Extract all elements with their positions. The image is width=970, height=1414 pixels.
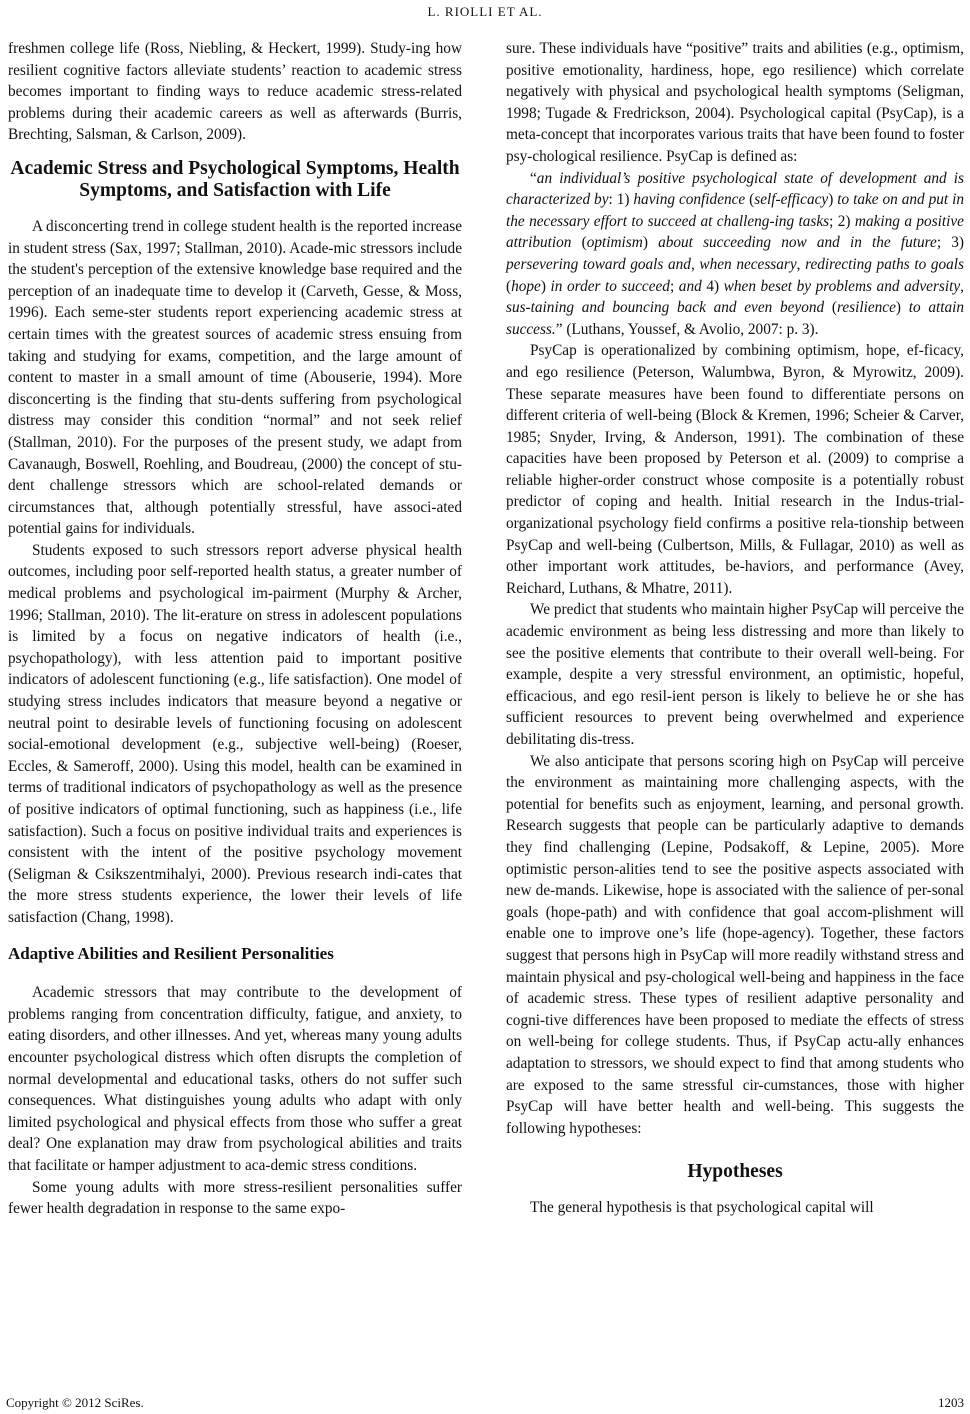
paragraph: We predict that students who maintain higher PsyCap will perceive the academic environment as being less distressing and more than likely to see the positive elements that contribute to their overall well-being. For example, despite a very stressful environment, an optimistic, hopeful, efficacious, and ego resil-ient person is likely to believe he or she has sufficient resources to prevent being overwhelmed and experience debilitating dis-tress. (506, 601, 964, 748)
paragraph: We also anticipate that persons scoring high on PsyCap will perceive the environment as maintaining more challenging aspects, with the potential for benefits such as enjoyment, learning, and personal growth. Research suggests that people can be particularly adaptive to demands they find challenging (Lepine, Podsakoff, & Lepine, 2005). More optimistic person-alities tend to see the positive aspects associated with new de-mands. Likewise, hope is associated with the salience of per-sonal goals (hope-path) and with confidence that goal accom-plishment will enable one to improve one’s life (hope-agency). Together, these factors suggest that persons high in PsyCap will more readily withstand stress and maintain physical and psy-chological well-being and happiness in the face of academic stress. These types of resilient adaptive personality and cogni-tive differences have been proposed to mediate the effects of stress on well-being for college students. Thus, if PsyCap actu-ally enhances adaptation to stressors, we should expect to find that among students who are exposed to the same stressful cir-cumstances, those with higher PsyCap will have better health and well-being. This suggests the following hypotheses: (506, 752, 964, 1137)
copyright-notice: Copyright © 2012 SciRes. (6, 1395, 144, 1410)
quote-text: ( (571, 234, 587, 252)
quote-text: when beset by problems and adversity (723, 277, 961, 295)
paragraph: A disconcerting trend in college student health is the reported increase in student stress (Sax, 1997; Stallman, 2010). Acade-mic stressors include the student's perception of the extensive knowledge base required and the perception of an inadequate time to develop it (Carveth, Gesse, & Moss, 1996). Each seme-ster students report experiencing academic stress at certain times with the greatest sources of academic stress ensuing from taking and studying for exams, competition, and the large amount of content to master in a small amount of time (Abouserie, 1994). More disconcerting is the finding that stu-dents suffering from psychological distress may consider this condition “normal” and not seek relief (Stallman, 2010). For the purposes of the present study, we adapt from Cavanaugh, Boswell, Roehling, and Boudreau, (2000) the concept of stu-dent challenge stressors which are school-related demands or circumstances that, although potentially stressful, have associ-ated potential gains for individuals. (8, 217, 462, 538)
quote-text: “ (530, 169, 537, 187)
quote-text: resilience (836, 299, 896, 317)
quote-text: ( (506, 277, 512, 295)
paragraph: The general hypothesis is that psychological capital will (530, 1198, 874, 1216)
quote-text: about succeeding now and in the future (658, 234, 937, 252)
quote-text: ( (824, 299, 837, 317)
quote-text: ) (895, 299, 909, 317)
quote-text: , (796, 255, 806, 273)
quote-text: to attain success. (506, 299, 965, 338)
section-heading-academic-stress: Academic Stress and Psychological Symptoms, Health Symptoms, and Satisfaction with Life (10, 157, 460, 201)
quote-text: 4) (701, 277, 724, 295)
quote-text: ( (745, 191, 755, 209)
running-head: L. RIOLLI ET AL. (427, 4, 543, 19)
quote-text: ” (Luthans, Youssef, & Avolio, 2007: p. 3). (555, 320, 819, 338)
quote-text: and (678, 277, 702, 295)
paragraph: Students exposed to such stressors report adverse physical health outcomes, including poor self-reported health status, a greater number of medical problems and psychological im-pairment (Murphy & Archer, 1996; Stallman, 2010). The lit-erature on stress in adolescent populations is limited by a focus on negative indicators of health (i.e., psychopathology), with less attention paid to important positive indicators of adolescent functioning (e.g., life satisfaction). One model of studying stress includes indicators that measure beyond a negative or neutral point to desirable levels of functioning focusing on adolescent social-emotional development (e.g., subjective well-being) (Roeser, Eccles, & Sameroff, 2000). Using this model, health can be examined in terms of traditional indicators of psychopathology as well as the presence of positive indicators of optimal functioning, such as happiness (i.e., life satisfaction). Such a focus on positive individual traits and experiences is consistent with the intent of the positive psychology movement (Seligman & Csikszentmihalyi, 2000). Previous research indi-cates that the more stress students experience, the lower their levels of life satisfaction (Chang, 1998). (8, 541, 462, 926)
paragraph: sure. These individuals have “positive” traits and abilities (e.g., optimism, positive emotionality, hardiness, hope, ego resilience) which correlate negatively with physical and psychological health symptoms (Seligman, 1998; Tugade & Fredrickson, 2004). Psychological capital (PsyCap), is a meta-concept that incorporates various traits that have been found to foster psy-chological resilience. PsyCap is defined as: (506, 40, 964, 165)
quote-text: persevering toward goals and (506, 255, 691, 273)
paragraph: PsyCap is operationalized by combining optimism, hope, ef-ficacy, and ego resilience (Peterson, Walumbwa, Byron, & Myrowitz, 2009). These separate measures have been found to differentiate persons on different criteria of well-being (Block & Kremen, 1996; Scheier & Carver, 1985; Snyder, Irving, & Anderson, 1991). The combination of these capacities have been proposed by Peterson et al. (2009) to comprise a reliable higher-order construct whose composite is a potentially robust predictor of coping and health. Initial research in the Indus-trial-organizational psychology field confirms a positive rela-tionship between PsyCap and well-being (Culbertson, Mills, & Fullagar, 2010) as well as other important work attitudes, be-haviors, and performance (Avey, Reichard, Luthans, & Mhatre, 2011). (506, 342, 964, 597)
quote-text: ) (828, 191, 838, 209)
quote-text: ; (669, 277, 679, 295)
quote-text: an individual’s positive psychological state of development and is characterized by (506, 169, 964, 209)
quote-text: redirecting paths to goals (805, 255, 964, 273)
quote-text: optimism (586, 234, 643, 252)
quote-text: to take on and put in the necessary effort to succeed at challeng-ing tasks (506, 191, 965, 230)
quote-text: , (960, 277, 964, 295)
quote-text: making a positive attribution (506, 212, 964, 252)
paragraph: Some young adults with more stress-resilient personalities suffer fewer health degradation in response to the same expo- (8, 1178, 462, 1218)
quote-text: : 1) (608, 191, 634, 209)
page-number: 1203 (938, 1395, 964, 1410)
section-heading-hypotheses: Hypotheses (687, 1161, 783, 1183)
right-column (506, 38, 964, 1218)
quote-text: in order to succeed (550, 277, 670, 295)
section-heading-adaptive-abilities: Adaptive Abilities and Resilient Personalities (8, 943, 334, 963)
quote-text: , (690, 255, 700, 273)
quote-text: when necessary (699, 255, 797, 273)
quote-text: hope (511, 277, 541, 295)
quote-text: having confidence (633, 191, 746, 209)
quote-text: sus-taining and bouncing back and even beyond (506, 299, 825, 317)
left-column (8, 38, 462, 1220)
quote-text: ) (540, 277, 551, 295)
quote-text: ) (642, 234, 659, 252)
paragraph: Academic stressors that may contribute to the development of problems ranging from concentration difficulty, fatigue, and anxiety, to eating disorders, and other illnesses. And yet, whereas many young adults encounter psychological distress which often disrupts the completion of normal developmental and educational tasks, others do not suffer such consequences. What distinguishes young adults who adapt with only limited psychological and physical effects from those who suffer a great deal? One explanation may draw from psychological abilities and traits that facilitate or hamper adjustment to aca-demic stress conditions. (8, 984, 462, 1174)
paragraph: freshmen college life (Ross, Niebling, & Heckert, 1999). Study-ing how resilient cognitive factors alleviate students’ reaction to academic stress becomes important to finding ways to reduce academic stress-related problems during their academic careers as well as afterwards (Burris, Brechting, Salsman, & Carlson, 2009). (8, 40, 462, 144)
quote-text: self-efficacy (754, 191, 829, 209)
quote-text: ; 2) (829, 212, 855, 230)
psycap-definition-quote (506, 168, 964, 341)
quote-text: ; 3) (936, 234, 965, 252)
